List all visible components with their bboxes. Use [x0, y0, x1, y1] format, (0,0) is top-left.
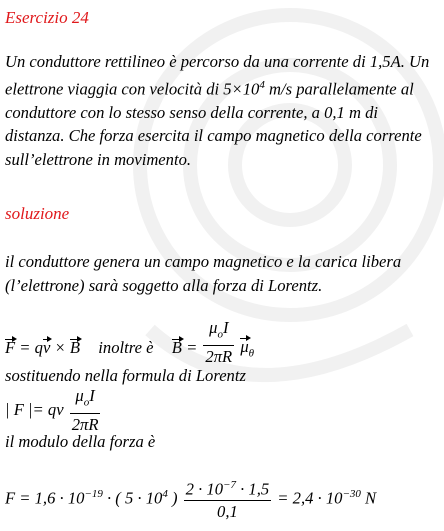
modulus-line: il modulo della forza è	[5, 432, 156, 451]
force-result: = 2,4 · 10	[277, 488, 343, 508]
modulus-lhs: | F |= qv	[5, 400, 64, 420]
field-vector-2: B	[171, 338, 182, 358]
mu-symbol-2: μ	[75, 386, 84, 405]
substitution-line: sostituendo nella formula di Lorentz	[5, 366, 246, 385]
modulus-denominator: 2πR	[71, 415, 99, 435]
inoltre-text: inoltre è	[98, 338, 154, 358]
force-lhs: F = 1,6 · 10	[5, 488, 85, 508]
modulus-fraction	[70, 386, 101, 434]
force-denominator: 0,1	[217, 501, 238, 521]
problem-text	[5, 50, 437, 171]
exercise-title: Esercizio 24	[5, 8, 89, 27]
unit-vector-theta: μ	[240, 337, 249, 356]
exp-30: −30	[342, 488, 361, 500]
theta-sub: θ	[248, 347, 255, 360]
problem-exponent: 4	[259, 78, 265, 91]
force-mid: · ( 5 · 10	[102, 488, 163, 508]
current-symbol-2: I	[89, 386, 95, 405]
charge-symbol: q	[34, 338, 43, 358]
lorentz-equation	[5, 318, 435, 367]
problem-text-part2: m/s parallelamente al conduttore con lo stesso senso della corrente, a 0,1 m di distanza. Che forza esercita il campo magnetico della corrente sull’elettrone in movimento.	[5, 79, 422, 169]
mu-symbol: μ	[209, 318, 218, 337]
exp-7: −7	[223, 479, 236, 491]
mu-sub: o	[217, 328, 223, 341]
exp-19: −19	[84, 488, 103, 500]
num-part-a: 2 · 10	[185, 479, 224, 499]
force-fraction	[184, 476, 271, 521]
exp-4: 4	[162, 488, 168, 500]
mu-sub-2: o	[83, 396, 90, 409]
num-part-b: · 1,5	[235, 479, 270, 499]
cross-symbol: ×	[54, 338, 66, 358]
modulus-equation	[5, 386, 102, 434]
field-fraction	[203, 318, 234, 366]
field-vector: B	[69, 338, 80, 358]
force-equation	[5, 476, 376, 521]
current-symbol: I	[222, 318, 229, 337]
problem-text-part1: Un conduttore rettilineo è percorso da una corrente di 1,5A. Un elettrone viaggia con velocità di 5×10	[5, 52, 430, 99]
solution-explanation: il conduttore genera un campo magnetico e la carica libera (l’elettrone) sarà soggetto alla forza di Lorentz.	[5, 252, 402, 295]
velocity-vector: v	[42, 338, 51, 358]
fraction-denominator: 2πR	[205, 347, 233, 367]
eq-sign: =	[19, 338, 31, 358]
force-mid2: )	[167, 488, 178, 508]
force-unit: N	[360, 488, 377, 508]
force-vector: F	[5, 338, 16, 358]
solution-label: soluzione	[5, 204, 70, 223]
eq-sign-2: =	[186, 338, 198, 358]
